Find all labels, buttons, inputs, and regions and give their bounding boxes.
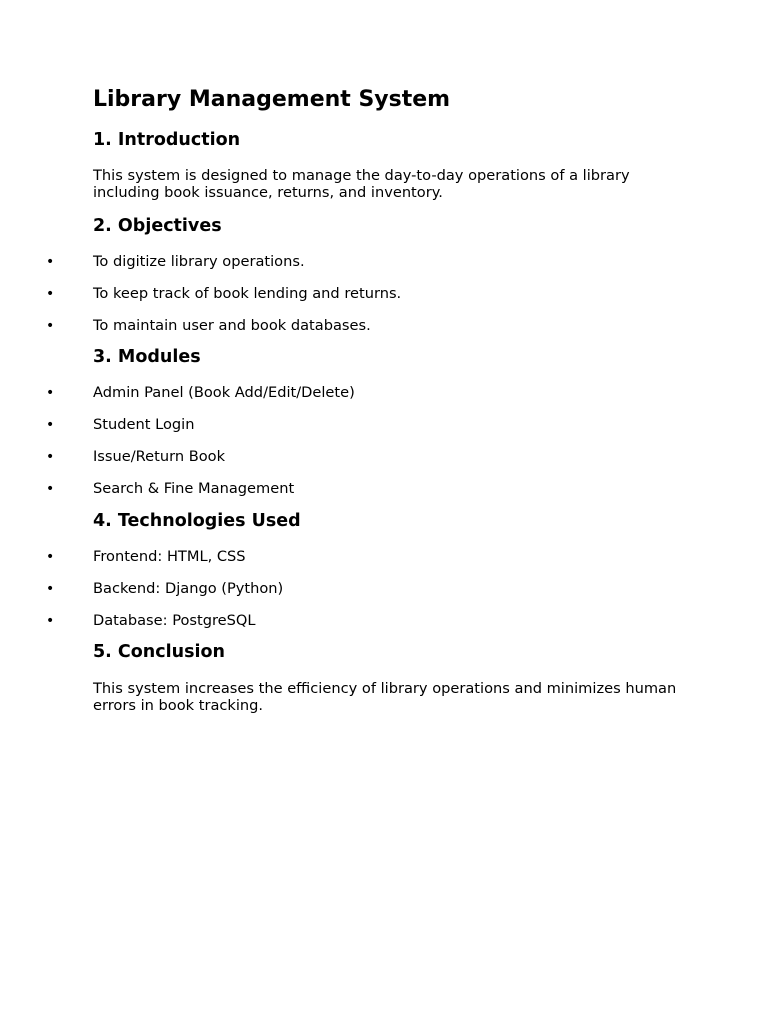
section-heading-objectives: 2. Objectives xyxy=(93,216,222,236)
bullet-icon: • xyxy=(46,481,55,497)
list-item-text: To maintain user and book databases. xyxy=(93,317,371,334)
conclusion-paragraph: This system increases the efficiency of library operations and minimizes human errors in book tracking. xyxy=(93,680,677,714)
list-item-text: Issue/Return Book xyxy=(93,448,226,465)
list-item-text: Search & Fine Management xyxy=(93,480,295,497)
objectives-list xyxy=(0,253,768,349)
list-item xyxy=(0,448,768,480)
section-heading-technologies: 4. Technologies Used xyxy=(93,511,301,531)
bullet-icon: • xyxy=(46,581,55,597)
document-title: Library Management System xyxy=(93,87,451,112)
list-item-text: Database: PostgreSQL xyxy=(93,612,256,629)
list-item xyxy=(0,384,768,416)
modules-list xyxy=(0,384,768,512)
section-heading-conclusion: 5. Conclusion xyxy=(93,642,225,662)
list-item-text: Student Login xyxy=(93,416,195,433)
bullet-icon: • xyxy=(46,417,55,433)
technologies-list xyxy=(0,548,768,644)
bullet-icon: • xyxy=(46,613,55,629)
introduction-paragraph: This system is designed to manage the day-to-day operations of a library including book issuance, returns, and inventory. xyxy=(93,167,630,201)
bullet-icon: • xyxy=(46,254,55,270)
list-item xyxy=(0,416,768,448)
bullet-icon: • xyxy=(46,385,55,401)
list-item-text: To digitize library operations. xyxy=(93,253,305,270)
list-item xyxy=(0,548,768,580)
list-item xyxy=(0,480,768,512)
bullet-icon: • xyxy=(46,286,55,302)
section-heading-introduction: 1. Introduction xyxy=(93,130,241,150)
list-item xyxy=(0,285,768,317)
list-item-text: Backend: Django (Python) xyxy=(93,580,284,597)
list-item xyxy=(0,253,768,285)
list-item-text: To keep track of book lending and returns. xyxy=(93,285,402,302)
bullet-icon: • xyxy=(46,449,55,465)
bullet-icon: • xyxy=(46,549,55,565)
list-item-text: Frontend: HTML, CSS xyxy=(93,548,246,565)
list-item-text: Admin Panel (Book Add/Edit/Delete) xyxy=(93,384,355,401)
section-heading-modules: 3. Modules xyxy=(93,347,201,367)
list-item xyxy=(0,580,768,612)
bullet-icon: • xyxy=(46,318,55,334)
